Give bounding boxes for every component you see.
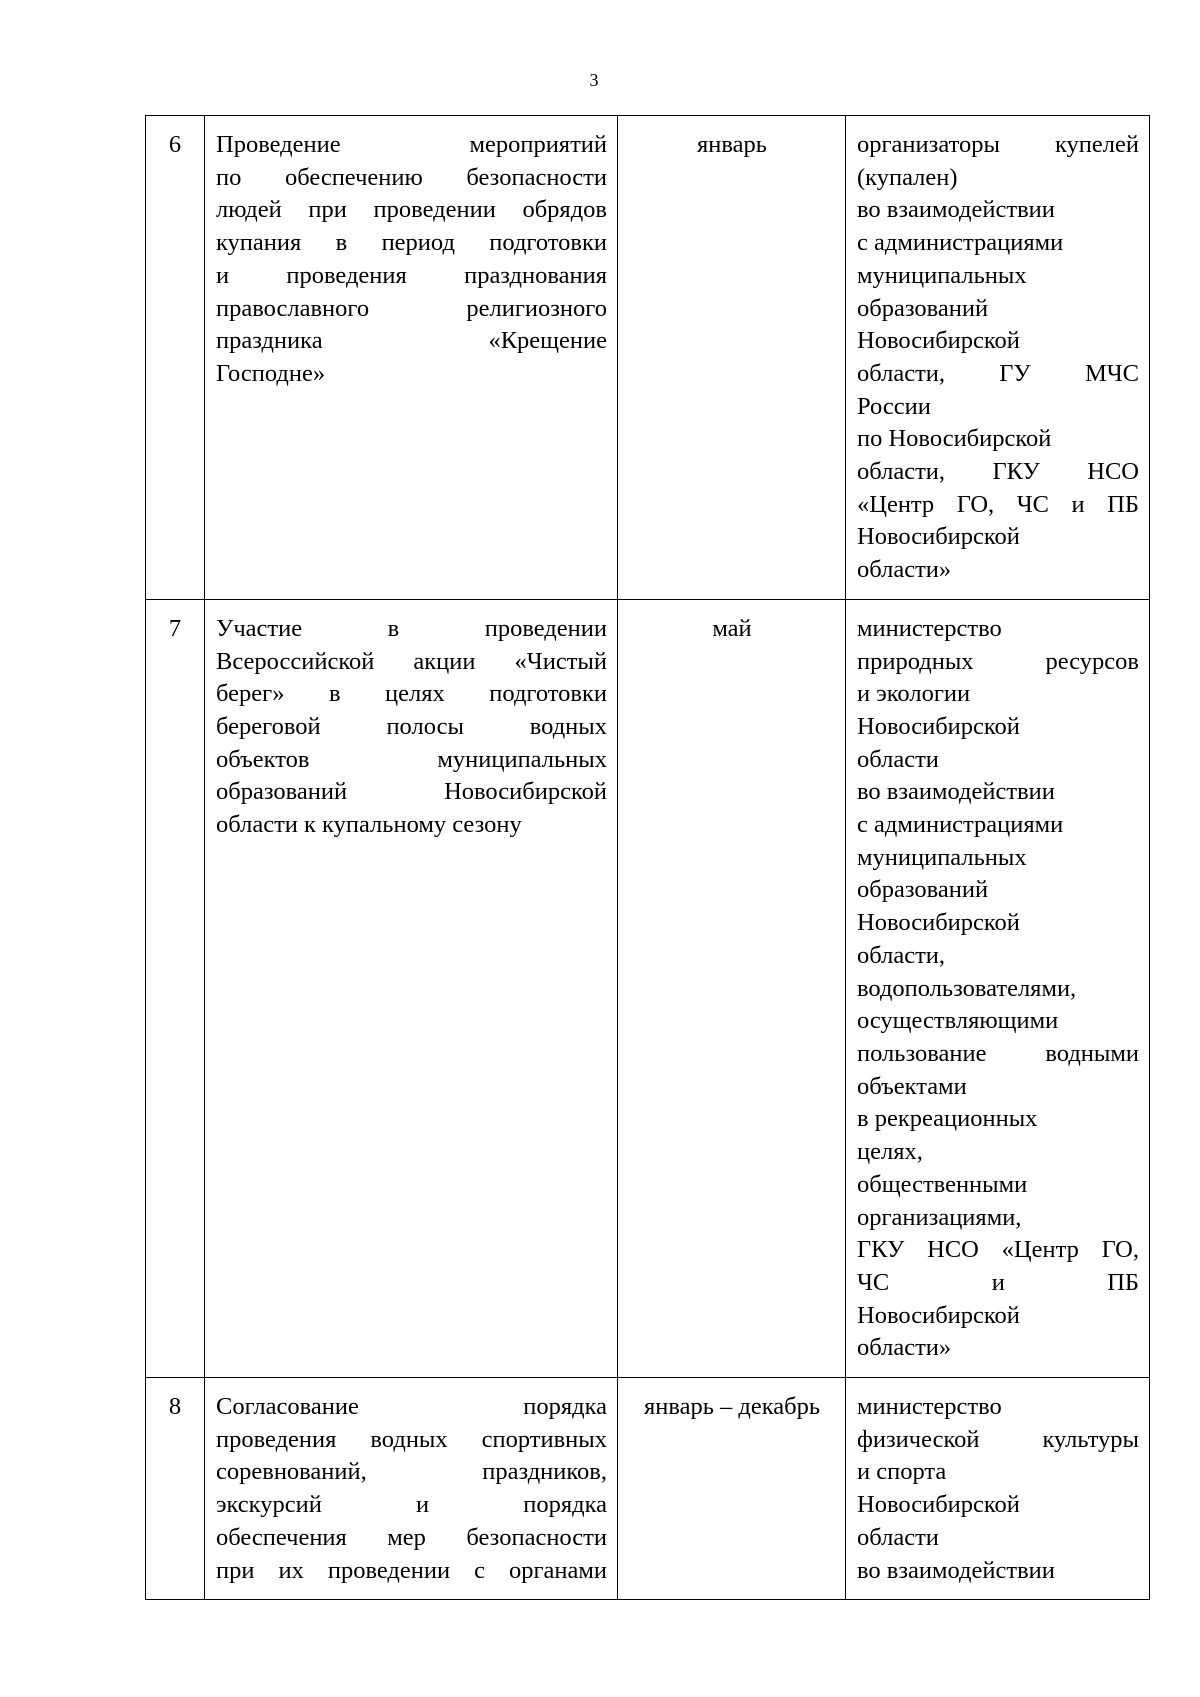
text-line: области <box>857 745 939 773</box>
text-line: и спорта <box>857 1458 947 1486</box>
text-line: людей при проведении обрядов <box>216 196 607 224</box>
row-number: 7 <box>146 599 205 1377</box>
text-line: проведения водных спортивных <box>216 1425 607 1453</box>
text-line: образований <box>857 294 989 322</box>
text-line: физической культуры <box>857 1425 1139 1453</box>
text-line: ЧС и ПБ <box>857 1268 1139 1296</box>
text-line: области, <box>857 941 946 969</box>
text-line: Проведение мероприятий <box>216 131 607 158</box>
text-line: православного религиозного <box>216 294 607 322</box>
event-date: май <box>618 599 846 1377</box>
text-line: общественными <box>857 1170 1028 1198</box>
text-line: Согласование порядка <box>216 1393 607 1421</box>
text-line: объектов муниципальных <box>216 745 607 773</box>
text-line: Новосибирской <box>857 1301 1020 1329</box>
text-line: России <box>857 392 931 420</box>
text-line: Новосибирской <box>857 1491 1020 1519</box>
text-line: берег» в целях подготовки <box>216 680 607 708</box>
text-line: праздника «Крещение <box>216 327 607 355</box>
row-number: 6 <box>146 116 205 600</box>
text-line: в рекреационных <box>857 1105 1038 1133</box>
text-line: и экологии <box>857 680 971 708</box>
text-line: Новосибирской <box>857 712 1020 740</box>
text-line: с администрациями <box>857 811 1064 839</box>
text-line: области, ГКУ НСО <box>857 458 1139 486</box>
text-line: организаторы купелей <box>857 131 1139 158</box>
text-line: во взаимодействии <box>857 1556 1055 1584</box>
page-number: 3 <box>589 70 599 90</box>
responsible-parties <box>846 599 1150 1377</box>
text-line: пользование водными <box>857 1039 1139 1067</box>
text-line: объектами <box>857 1072 967 1100</box>
text-line: береговой полосы водных <box>216 712 607 740</box>
text-line: муниципальных <box>857 843 1027 871</box>
text-line: образований Новосибирской <box>216 778 607 806</box>
text-line: (купален) <box>857 163 958 191</box>
text-line: соревнований, праздников, <box>216 1458 607 1486</box>
event-date: январь – декабрь <box>618 1378 846 1600</box>
event-description <box>205 599 618 1377</box>
text-line: обеспечения мер безопасности <box>216 1523 607 1551</box>
text-line: организациями, <box>857 1203 1022 1231</box>
responsible-parties <box>846 116 1150 600</box>
event-date: январь <box>618 116 846 600</box>
text-line: целях, <box>857 1138 923 1166</box>
text-line: области к купальному сезону <box>216 811 522 839</box>
text-line: области <box>857 1523 939 1551</box>
text-line: Новосибирской <box>857 327 1020 355</box>
text-line: Новосибирской <box>857 523 1020 551</box>
text-line: министерство <box>857 614 1002 642</box>
text-line: области, ГУ МЧС <box>857 359 1139 387</box>
text-line: муниципальных <box>857 261 1027 289</box>
text-line: ГКУ НСО «Центр ГО, <box>857 1236 1139 1264</box>
text-line: министерство <box>857 1393 1002 1421</box>
text-line: осуществляющими <box>857 1007 1059 1035</box>
text-line: с администрациями <box>857 229 1064 257</box>
text-line: во взаимодействии <box>857 196 1055 224</box>
text-line: экскурсий и порядка <box>216 1491 607 1519</box>
text-line: области» <box>857 556 952 584</box>
event-description <box>205 116 618 600</box>
text-line: по Новосибирской <box>857 425 1052 453</box>
table-row <box>146 599 1150 1377</box>
text-line: Господне» <box>216 359 326 387</box>
text-line: природных ресурсов <box>857 647 1139 675</box>
text-line: водопользователями, <box>857 974 1077 1002</box>
text-line: Участие в проведении <box>216 614 607 642</box>
table-row <box>146 1378 1150 1600</box>
text-line: «Центр ГО, ЧС и ПБ <box>857 490 1139 518</box>
responsible-parties <box>846 1378 1150 1600</box>
text-line: по обеспечению безопасности <box>216 163 607 191</box>
table-row <box>146 116 1150 600</box>
text-line: Новосибирской <box>857 909 1020 937</box>
text-line: во взаимодействии <box>857 778 1055 806</box>
text-line: купания в период подготовки <box>216 229 607 257</box>
events-table <box>145 115 1150 1600</box>
row-number: 8 <box>146 1378 205 1600</box>
text-line: области» <box>857 1334 952 1362</box>
text-line: и проведения празднования <box>216 261 607 289</box>
text-line: образований <box>857 876 989 904</box>
text-line: при их проведении с органами <box>216 1556 607 1584</box>
event-description <box>205 1378 618 1600</box>
text-line: Всероссийской акции «Чистый <box>216 647 607 675</box>
